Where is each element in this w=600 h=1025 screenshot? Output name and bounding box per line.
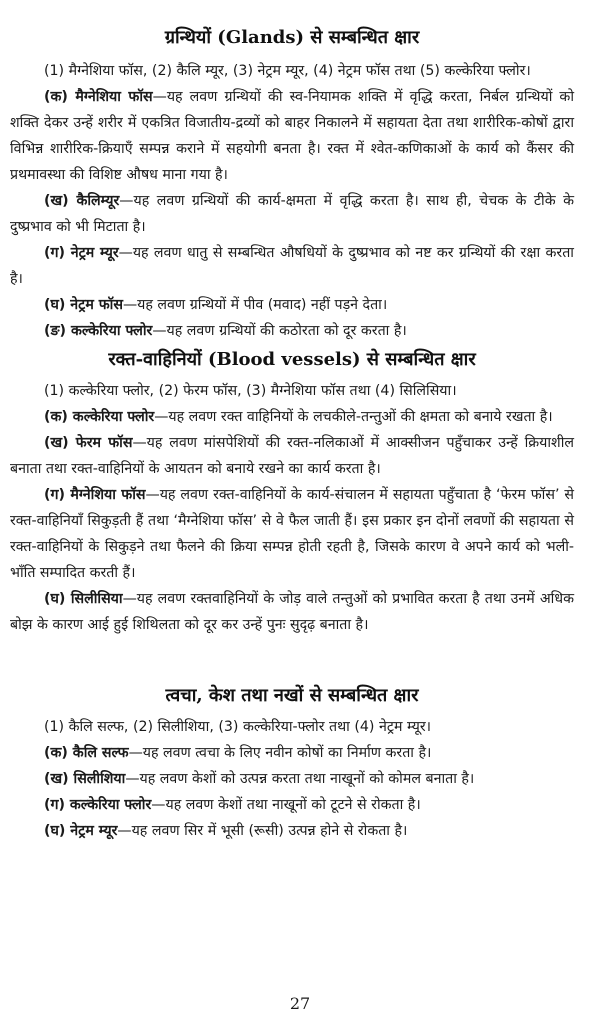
item-label: (ग) कल्केरिया फ्लोर xyxy=(44,797,152,813)
item-label: (ख) सिलीशिया xyxy=(44,771,126,787)
list-item xyxy=(10,430,574,482)
list-item xyxy=(10,318,574,344)
page-number: 27 xyxy=(289,994,311,1013)
item-label: (क) कैलि सल्फ xyxy=(44,745,129,761)
list-item xyxy=(10,188,574,240)
item-text: —यह लवण रक्त वाहिनियों के लचकीले-तन्तुओं की क्षमता को बनाये रखता है। xyxy=(154,409,553,425)
section-glands xyxy=(10,24,574,344)
section-intro: (1) कल्केरिया फ्लोर, (2) फेरम फॉस, (3) मैग्नेशिया फॉस तथा (4) सिलिसिया। xyxy=(44,383,457,399)
list-item xyxy=(10,818,574,844)
section-intro: (1) कैलि सल्फ, (2) सिलीशिया, (3) कल्केरिया-फ्लोर तथा (4) नेट्रम म्यूर। xyxy=(44,719,432,735)
list-item xyxy=(10,740,574,766)
item-text: —यह लवण रक्त-वाहिनियों के कार्य-संचालन में सहायता पहुँचाता है ‘फेरम फॉस’ से रक्त-वाहिनियाँ सिकुड़ती हैं तथा ‘मैग्नेशिया फॉस’ से वे फैल जाती हैं। इस प्रकार इन दोनों लवणों की सहायता से रक्त-वाहिनियों के सिकुड़ने तथा फैलने की क्रिया सम्पन्न होती रहती है, जिसके कारण वे अपने कार्य को भली-भाँति सम्पादित करती हैं। xyxy=(10,487,574,581)
section-intro: (1) मैग्नेशिया फॉस, (2) कैलि म्यूर, (3) नेट्रम म्यूर, (4) नेट्रम फॉस तथा (5) कल्केरिया फ्लोर। xyxy=(44,63,531,79)
item-text: —यह लवण मांसपेशियों की रक्त-नलिकाओं में आक्सीजन पहुँचाकर उन्हें क्रियाशील बनाता तथा रक्त-वाहिनियों के आयतन को बनाये रखने का कार्य करता है। xyxy=(10,435,574,477)
item-text: —यह लवण धातु से सम्बन्धित औषधियों के दुष्प्रभाव को नष्ट कर ग्रन्थियों की रक्षा करता है। xyxy=(10,245,574,287)
item-label: (क) मैग्नेशिया फॉस xyxy=(44,89,153,105)
item-text: —यह लवण केशों तथा नाखूनों को टूटने से रोकता है। xyxy=(151,797,421,813)
list-item xyxy=(10,292,574,318)
list-item xyxy=(10,766,574,792)
item-label: (क) कल्केरिया फ्लोर xyxy=(44,409,155,425)
item-label: (ग) नेट्रम म्यूर xyxy=(44,245,119,261)
item-text: —यह लवण ग्रन्थियों की कार्य-क्षमता में वृद्धि करता है। साथ ही, चेचक के टीके के दुष्प्रभाव को भी मिटाता है। xyxy=(10,193,574,235)
list-item xyxy=(10,240,574,292)
list-item xyxy=(10,586,574,638)
list-item xyxy=(10,792,574,818)
item-label: (घ) नेट्रम म्यूर xyxy=(44,823,118,839)
item-label: (घ) नेट्रम फॉस xyxy=(44,297,123,313)
section-heading: ग्रन्थियों (Glands) से सम्बन्धित क्षार xyxy=(164,27,420,48)
list-item xyxy=(10,482,574,586)
item-label: (ख) कैलिम्यूर xyxy=(44,193,120,209)
item-label: (ख) फेरम फॉस xyxy=(44,435,133,451)
list-item xyxy=(10,404,574,430)
item-text: —यह लवण ग्रन्थियों की कठोरता को दूर करता है। xyxy=(152,323,407,339)
section-heading: रक्त-वाहिनियों (Blood vessels) से सम्बन्धित क्षार xyxy=(108,349,476,370)
item-label: (ग) मैग्नेशिया फॉस xyxy=(44,487,146,503)
item-label: (ङ) कल्केरिया फ्लोर xyxy=(44,323,153,339)
item-text: —यह लवण ग्रन्थियों की स्व-नियामक शक्ति में वृद्धि करता, निर्बल ग्रन्थियों को शक्ति देकर उन्हें शरीर में एकत्रित विजातीय-द्रव्यों को बाहर निकालने में सहायता देता तथा शारीरिक-कोषों द्वारा विभिन्न शारीरिक-क्रियाएँ सम्पन्न कराने में सहयोगी बनता है। रक्त में श्वेत-कणिकाओं के कार्य को कैंसर की प्रथमावस्था की विशिष्ट औषध माना गया है। xyxy=(10,89,574,183)
list-item xyxy=(10,84,574,188)
section-heading: त्वचा, केश तथा नखों से सम्बन्धित क्षार xyxy=(165,685,419,706)
item-text: —यह लवण केशों को उत्पन्न करता तथा नाखूनों को कोमल बनाता है। xyxy=(125,771,475,787)
item-text: —यह लवण सिर में भूसी (रूसी) उत्पन्न होने से रोकता है। xyxy=(117,823,408,839)
item-text: —यह लवण त्वचा के लिए नवीन कोषों का निर्माण करता है। xyxy=(128,745,432,761)
item-text: —यह लवण ग्रन्थियों में पीव (मवाद) नहीं पड़ने देता। xyxy=(122,297,388,313)
item-text: —यह लवण रक्तवाहिनियों के जोड़ वाले तन्तुओं को प्रभावित करता है तथा उनमें अधिक बोझ के कारण आई हुई शिथिलता को दूर कर उन्हें पुनः सुदृढ़ बनाता है। xyxy=(10,591,574,633)
section-skin-hair-nails xyxy=(10,682,574,844)
item-label: (घ) सिलीसिया xyxy=(44,591,123,607)
section-blood-vessels xyxy=(10,346,574,638)
